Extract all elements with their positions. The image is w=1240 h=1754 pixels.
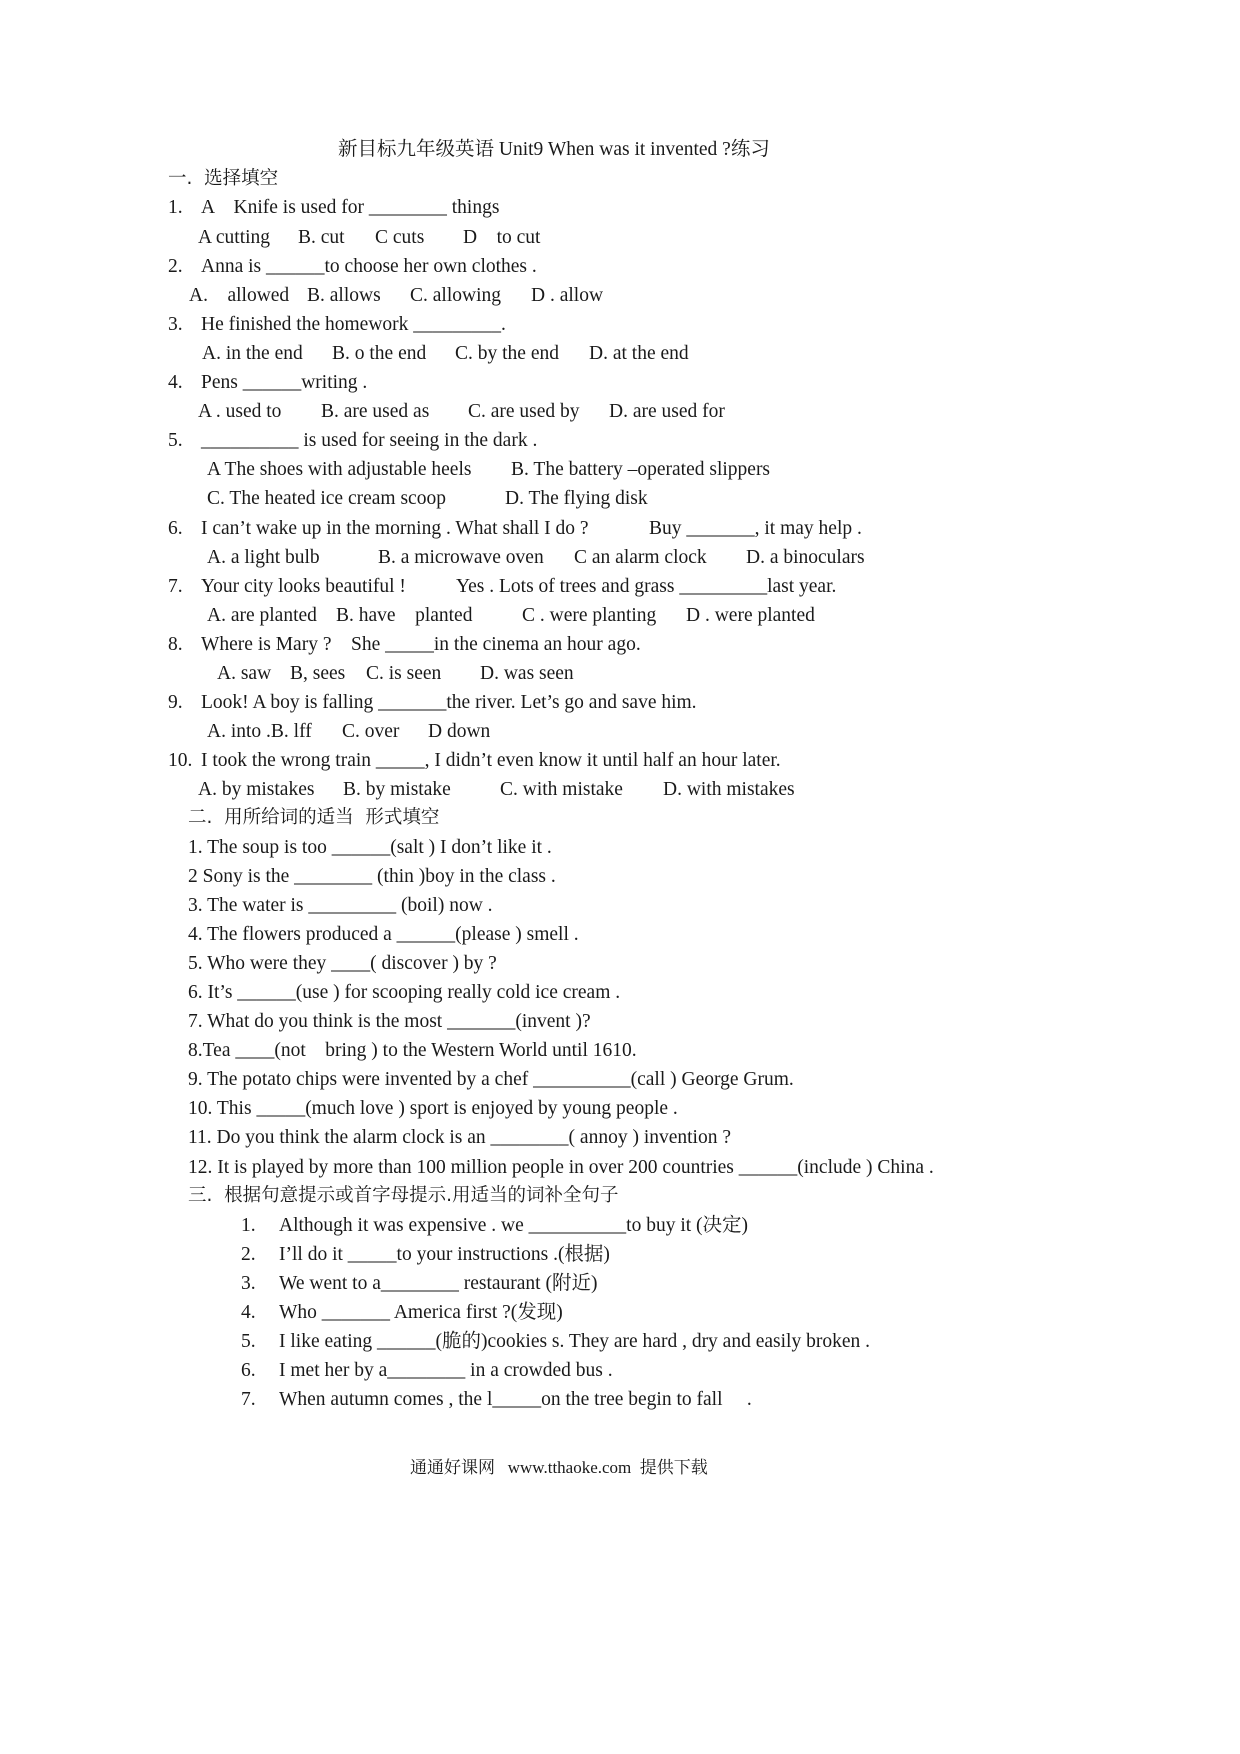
question-text: A Knife is used for ________ things bbox=[201, 197, 500, 218]
sentence-number: 6. bbox=[241, 1360, 256, 1381]
option-b: B. o the end bbox=[332, 343, 427, 364]
question-number: 6. bbox=[168, 518, 183, 539]
fill-in-item: 8.Tea ____(not bring ) to the Western World until 1610. bbox=[188, 1040, 637, 1061]
question-number: 2. bbox=[168, 256, 183, 277]
question-number: 5. bbox=[168, 430, 183, 451]
sentence-text: I’ll do it _____to your instructions .(根据) bbox=[279, 1244, 610, 1265]
option-c: C. The heated ice cream scoop bbox=[207, 488, 446, 509]
question-text: Your city looks beautiful ! bbox=[201, 576, 406, 597]
option-d: D. with mistakes bbox=[663, 779, 795, 800]
option-c: C. over bbox=[342, 721, 400, 742]
question-text: He finished the homework _________. bbox=[201, 314, 506, 335]
option-b: B. by mistake bbox=[343, 779, 451, 800]
option-d: D. The flying disk bbox=[505, 488, 648, 509]
option-c: C cuts bbox=[375, 227, 425, 248]
fill-in-item: 6. It’s ______(use ) for scooping really cold ice cream . bbox=[188, 982, 621, 1003]
option-c: C . were planting bbox=[522, 605, 657, 626]
option-c: C an alarm clock bbox=[574, 547, 707, 568]
page-footer: 通通好课网 www.tthaoke.com 提供下载 bbox=[410, 1458, 708, 1477]
question-text-response: Yes . Lots of trees and grass _________last year. bbox=[456, 576, 837, 597]
sentence-number: 7. bbox=[241, 1389, 256, 1410]
option-a: A The shoes with adjustable heels bbox=[207, 459, 472, 480]
fill-in-item: 3. The water is _________ (boil) now . bbox=[188, 895, 493, 916]
option-a: A . used to bbox=[198, 401, 282, 422]
option-d: D. are used for bbox=[609, 401, 725, 422]
question-text: Where is Mary ? She _____in the cinema an hour ago. bbox=[201, 634, 641, 655]
fill-in-item: 9. The potato chips were invented by a chef __________(call ) George Grum. bbox=[188, 1069, 794, 1090]
sentence-text: Although it was expensive . we __________to buy it (决定) bbox=[279, 1215, 749, 1236]
sentence-number: 4. bbox=[241, 1302, 256, 1323]
sentence-text: Who _______ America first ?(发现) bbox=[279, 1302, 563, 1323]
question-text: I took the wrong train _____, I didn’t even know it until half an hour later. bbox=[201, 750, 781, 771]
option-a: A cutting bbox=[198, 227, 271, 248]
option-a: A. into .B. lff bbox=[207, 721, 312, 742]
sentence-number: 5. bbox=[241, 1331, 256, 1352]
option-d: D. a binoculars bbox=[746, 547, 865, 568]
page-title: 新目标九年级英语 Unit9 When was it invented ?练习 bbox=[338, 139, 770, 160]
section-2-heading: 二. 用所给词的适当 形式填空 bbox=[188, 807, 440, 828]
question-number: 4. bbox=[168, 372, 183, 393]
option-d: D to cut bbox=[463, 227, 541, 248]
sentence-text: I like eating ______(脆的)cookies s. They are hard , dry and easily broken . bbox=[279, 1331, 870, 1352]
sentence-text: I met her by a________ in a crowded bus . bbox=[279, 1360, 613, 1381]
question-number: 10. bbox=[168, 750, 193, 771]
option-a: A. a light bulb bbox=[207, 547, 320, 568]
fill-in-item: 5. Who were they ____( discover ) by ? bbox=[188, 953, 497, 974]
option-c: C. allowing bbox=[410, 285, 501, 306]
fill-in-item: 11. Do you think the alarm clock is an ________( annoy ) invention ? bbox=[188, 1127, 732, 1148]
section-3-heading: 三. 根据句意提示或首字母提示.用适当的词补全句子 bbox=[188, 1185, 619, 1206]
option-d: D. at the end bbox=[589, 343, 689, 364]
fill-in-item: 7. What do you think is the most _______(invent )? bbox=[188, 1011, 591, 1032]
question-number: 7. bbox=[168, 576, 183, 597]
question-number: 9. bbox=[168, 692, 183, 713]
option-d: D . allow bbox=[531, 285, 604, 306]
sentence-number: 3. bbox=[241, 1273, 256, 1294]
fill-in-item: 4. The flowers produced a ______(please ) smell . bbox=[188, 924, 579, 945]
option-a: A. are planted bbox=[207, 605, 317, 626]
question-number: 8. bbox=[168, 634, 183, 655]
option-a: A. saw bbox=[217, 663, 272, 684]
question-text: Anna is ______to choose her own clothes . bbox=[201, 256, 537, 277]
fill-in-item: 2 Sony is the ________ (thin )boy in the class . bbox=[188, 866, 556, 887]
question-number: 3. bbox=[168, 314, 183, 335]
question-text: I can’t wake up in the morning . What shall I do ? bbox=[201, 518, 589, 539]
option-b: B. allows bbox=[307, 285, 381, 306]
option-a: A. by mistakes bbox=[198, 779, 315, 800]
option-b: B. cut bbox=[298, 227, 345, 248]
fill-in-item: 10. This _____(much love ) sport is enjoyed by young people . bbox=[188, 1098, 678, 1119]
sentence-number: 1. bbox=[241, 1215, 256, 1236]
option-b: B, sees bbox=[290, 663, 346, 684]
fill-in-item: 12. It is played by more than 100 million people in over 200 countries ______(include ) China . bbox=[188, 1157, 934, 1178]
option-a: A. allowed bbox=[189, 285, 290, 306]
sentence-text: We went to a________ restaurant (附近) bbox=[279, 1273, 598, 1294]
section-1-heading: 一. 选择填空 bbox=[168, 168, 279, 189]
question-number: 1. bbox=[168, 197, 183, 218]
option-d: D . were planted bbox=[686, 605, 815, 626]
fill-in-item: 1. The soup is too ______(salt ) I don’t like it . bbox=[188, 837, 552, 858]
option-d: D. was seen bbox=[480, 663, 574, 684]
sentence-text: When autumn comes , the l_____on the tree begin to fall . bbox=[279, 1389, 752, 1410]
question-text-response: Buy _______, it may help . bbox=[649, 518, 862, 539]
option-b: B. have planted bbox=[336, 605, 473, 626]
option-c: C. is seen bbox=[366, 663, 442, 684]
option-c: C. by the end bbox=[455, 343, 559, 364]
option-b: B. are used as bbox=[321, 401, 430, 422]
question-text: Look! A boy is falling _______the river. Let’s go and save him. bbox=[201, 692, 697, 713]
option-c: C. are used by bbox=[468, 401, 580, 422]
question-text: __________ is used for seeing in the dark . bbox=[201, 430, 538, 451]
question-text: Pens ______writing . bbox=[201, 372, 368, 393]
sentence-number: 2. bbox=[241, 1244, 256, 1265]
option-b: B. a microwave oven bbox=[378, 547, 544, 568]
option-b: B. The battery –operated slippers bbox=[511, 459, 771, 480]
option-d: D down bbox=[428, 721, 491, 742]
option-a: A. in the end bbox=[202, 343, 303, 364]
option-c: C. with mistake bbox=[500, 779, 623, 800]
